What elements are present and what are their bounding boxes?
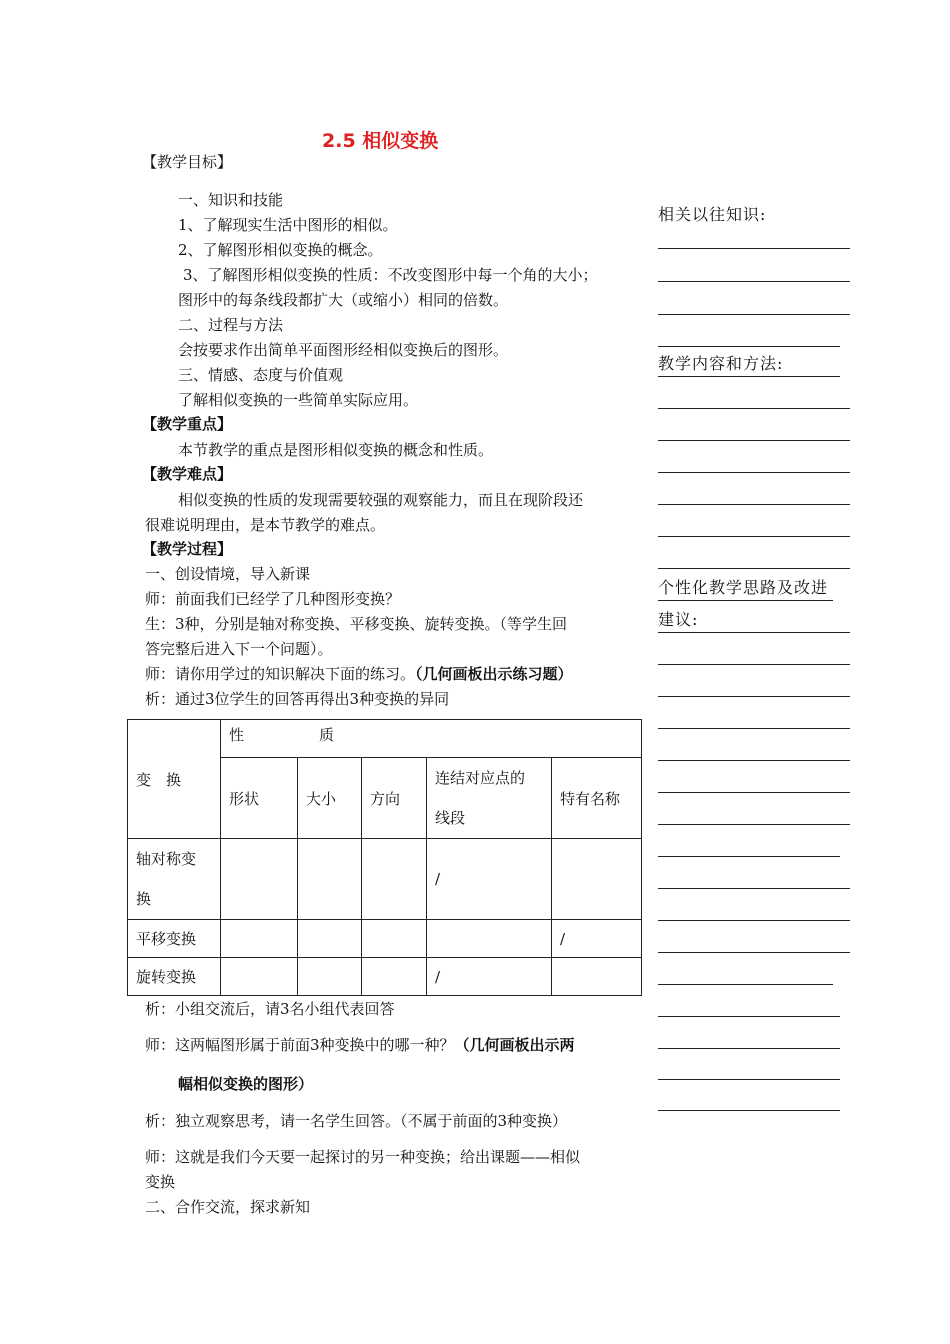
writing-line bbox=[658, 856, 840, 857]
header-property: 性 质 bbox=[221, 720, 642, 758]
after-line: 变换 bbox=[145, 1173, 176, 1191]
table-cell bbox=[362, 839, 427, 920]
table-cell bbox=[552, 958, 642, 996]
key-heading: 【教学重点】 bbox=[142, 415, 233, 433]
row-label bbox=[128, 839, 221, 920]
writing-line bbox=[658, 281, 850, 282]
page-title: 2.5 相似变换 bbox=[322, 130, 439, 152]
writing-line bbox=[658, 472, 850, 473]
table-cell bbox=[221, 958, 298, 996]
writing-line bbox=[658, 600, 833, 601]
goal-line: 3、了解图形相似变换的性质：不改变图形中每一个角的大小； bbox=[183, 266, 598, 284]
after-line bbox=[145, 1034, 575, 1055]
after-text: 师：这两幅图形属于前面3种变换中的哪一种？ bbox=[145, 1036, 455, 1054]
process-line: 答完整后进入下一个问题）。 bbox=[145, 640, 333, 658]
writing-line bbox=[658, 888, 850, 889]
col-direction: 方向 bbox=[362, 758, 427, 839]
col-name: 特有名称 bbox=[552, 758, 642, 839]
goal-line: 2、了解图形相似变换的概念。 bbox=[178, 241, 383, 259]
table-cell: / bbox=[427, 958, 552, 996]
writing-line bbox=[658, 792, 850, 793]
col-segment-line2: 线段 bbox=[435, 809, 466, 827]
row-label: 旋转变换 bbox=[128, 958, 221, 996]
sidebar-label: 个性化教学思路及改进 bbox=[658, 578, 829, 597]
sidebar-label: 相关以往知识: bbox=[658, 205, 767, 224]
process-line: 师：前面我们已经学了几种图形变换？ bbox=[145, 590, 401, 608]
writing-line bbox=[658, 1048, 840, 1049]
col-size: 大小 bbox=[298, 758, 362, 839]
process-line: 生：3种，分别是轴对称变换、平移变换、旋转变换。（等学生回 bbox=[145, 615, 568, 633]
row-label-line2: 换 bbox=[136, 890, 152, 908]
difficulty-text: 相似变换的性质的发现需要较强的观察能力，而且在现阶段还 bbox=[178, 491, 584, 509]
process-line bbox=[145, 663, 573, 684]
after-note: （几何画板出示两 bbox=[454, 1036, 575, 1054]
after-line: 析：独立观察思考，请一名学生回答。（不属于前面的3种变换） bbox=[145, 1112, 568, 1130]
goal-line: 了解相似变换的一些简单实际应用。 bbox=[178, 391, 419, 409]
goal-line: 会按要求作出简单平面图形经相似变换后的图形。 bbox=[178, 341, 509, 359]
writing-line bbox=[658, 760, 850, 761]
writing-line bbox=[658, 728, 850, 729]
process-heading: 【教学过程】 bbox=[142, 540, 233, 558]
comparison-table bbox=[127, 719, 642, 996]
writing-line bbox=[658, 408, 850, 409]
writing-line bbox=[658, 824, 850, 825]
writing-line bbox=[658, 376, 840, 377]
after-line: 析：小组交流后，请3名小组代表回答 bbox=[145, 1000, 395, 1018]
row-label-line1: 轴对称变 bbox=[136, 850, 197, 868]
writing-line bbox=[658, 664, 850, 665]
table-cell bbox=[362, 958, 427, 996]
goal-line: 图形中的每条线段都扩大（或缩小）相同的倍数。 bbox=[178, 291, 509, 309]
writing-line bbox=[658, 248, 850, 249]
writing-line bbox=[658, 952, 850, 953]
process-text: 师：请你用学过的知识解决下面的练习。 bbox=[145, 665, 416, 683]
table-cell bbox=[221, 839, 298, 920]
writing-line bbox=[658, 1016, 840, 1017]
after-line: 幅相似变换的图形） bbox=[178, 1075, 314, 1093]
after-line: 师：这就是我们今天要一起探讨的另一种变换；给出课题——相似 bbox=[145, 1148, 581, 1166]
table-cell bbox=[362, 920, 427, 958]
table-cell: / bbox=[427, 839, 552, 920]
col-shape: 形状 bbox=[221, 758, 298, 839]
writing-line bbox=[658, 920, 850, 921]
col-segment bbox=[427, 758, 552, 839]
writing-line bbox=[658, 346, 840, 347]
process-note: （几何画板出示练习题） bbox=[415, 665, 573, 683]
sidebar-label: 教学内容和方法: bbox=[658, 354, 784, 373]
goal-line: 1、了解现实生活中图形的相似。 bbox=[178, 216, 398, 234]
writing-line bbox=[658, 504, 850, 505]
difficulty-heading: 【教学难点】 bbox=[142, 465, 233, 483]
writing-line bbox=[658, 536, 850, 537]
table-cell: / bbox=[552, 920, 642, 958]
writing-line bbox=[658, 632, 850, 633]
writing-line bbox=[658, 696, 850, 697]
writing-line bbox=[658, 1079, 840, 1080]
writing-line bbox=[658, 568, 850, 569]
table-cell bbox=[552, 839, 642, 920]
goals-heading: 【教学目标】 bbox=[142, 153, 233, 171]
sidebar-label: 建议: bbox=[658, 610, 699, 629]
table-cell bbox=[298, 920, 362, 958]
col-segment-line1: 连结对应点的 bbox=[435, 769, 526, 787]
process-line: 一、创设情境，导入新课 bbox=[145, 565, 311, 583]
goal-line: 二、过程与方法 bbox=[178, 316, 284, 334]
table-cell bbox=[298, 839, 362, 920]
writing-line bbox=[658, 314, 850, 315]
table-cell bbox=[427, 920, 552, 958]
goal-line: 一、知识和技能 bbox=[178, 191, 284, 209]
header-transform: 变 换 bbox=[128, 720, 221, 839]
process-line: 析：通过3位学生的回答再得出3种变换的异同 bbox=[145, 690, 450, 708]
goal-line: 三、情感、态度与价值观 bbox=[178, 366, 344, 384]
after-line: 二、合作交流，探求新知 bbox=[145, 1198, 311, 1216]
table-cell bbox=[298, 958, 362, 996]
row-label: 平移变换 bbox=[128, 920, 221, 958]
table-cell bbox=[221, 920, 298, 958]
writing-line bbox=[658, 1110, 840, 1111]
key-text: 本节教学的重点是图形相似变换的概念和性质。 bbox=[178, 441, 494, 459]
difficulty-text: 很难说明理由，是本节教学的难点。 bbox=[145, 516, 386, 534]
writing-line bbox=[658, 984, 833, 985]
writing-line bbox=[658, 440, 850, 441]
